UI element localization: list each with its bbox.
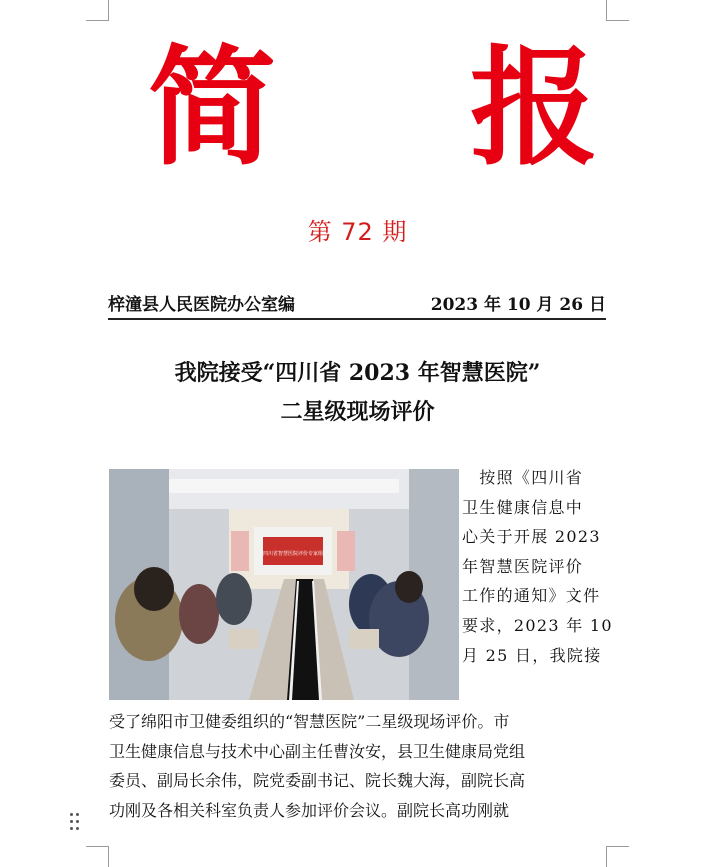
text-line: 委员、副局长余伟，院党委副书记、院长魏大海，副院长高 [109,771,526,791]
meeting-photo-illustration [109,469,459,700]
meeting-photo[interactable] [109,469,459,700]
drag-handle-icon[interactable] [70,813,80,831]
masthead-char-left: 简 [148,33,277,183]
page-corner-mark-top-right [606,0,629,21]
page-corner-mark-bottom-left [86,846,109,867]
page-corner-mark-top-left [86,0,109,21]
issue-number: 第 72 期 [307,218,408,246]
meta-row [108,290,606,315]
text-line: 卫生健康信息中 [462,497,584,517]
text-line: 卫生健康信息与技术中心副主任曹汝安，县卫生健康局党组 [109,741,526,761]
headline-line-1: 我院接受“四川省 2023 年智慧医院” [174,360,541,386]
text-line: 受了绵阳市卫健委组织的“智慧医院”二星级现场评价。市 [109,712,510,731]
date-label: 2023 年 10 月 26 日 [430,295,606,315]
text-line: 要求，2023 年 10 [462,615,613,635]
wrap-text-column [462,463,613,670]
text-line: 心关于开展 2023 [462,527,601,547]
text-line: 年智慧医院评价 [462,556,584,576]
body-paragraph [109,707,609,825]
editor-label: 梓潼县人民医院办公室编 [108,295,295,315]
masthead-char-right: 报 [470,33,599,183]
text-line: 功刚及各相关科室负责人参加评价会议。副院长高功刚就 [109,800,510,820]
header-rule [108,318,606,320]
page-corner-mark-bottom-right [606,846,629,867]
text-line: 工作的通知》文件 [462,586,601,606]
text-line: 按照《四川省 [462,468,584,487]
screen-title: 四川省智慧医院评价专家组 [262,551,324,557]
headline-line-2: 二星级现场评价 [280,399,435,425]
text-line: 月 25 日，我院接 [462,645,602,665]
